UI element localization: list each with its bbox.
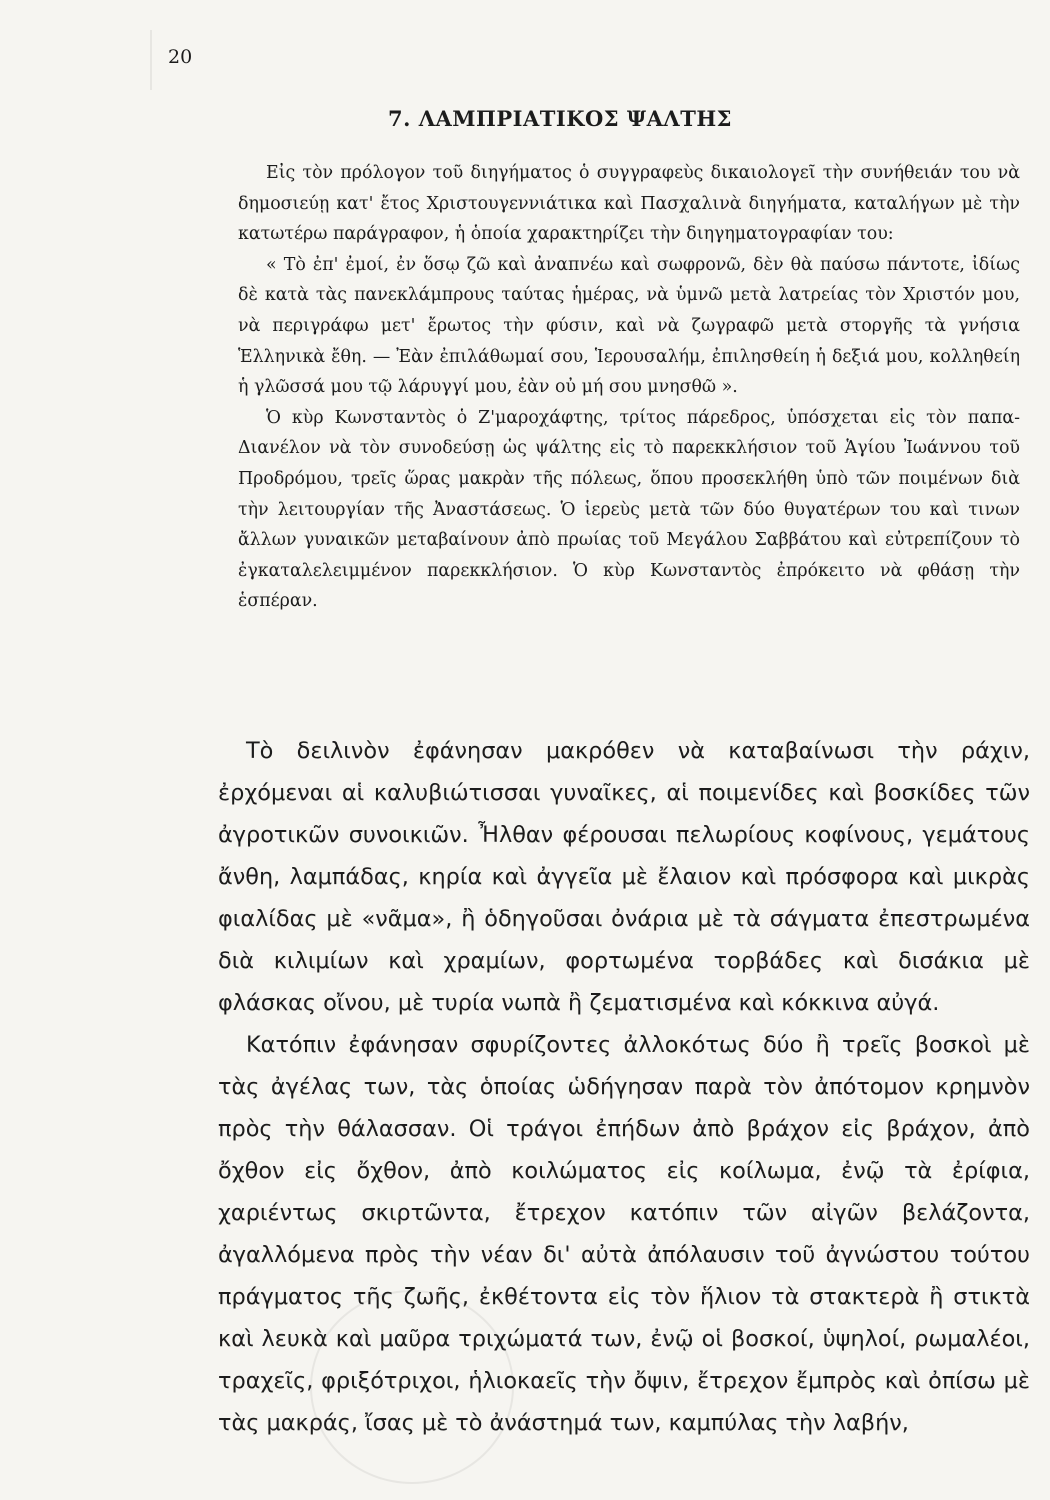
story-paragraph-1: Τὸ δειλινὸν ἐφάνησαν μακρόθεν νὰ καταβαίνωσι τὴν ράχιν, ἐρχόμεναι αἱ καλυβιώτισσαι γυναῖκες, αἱ ποιμενίδες καὶ βοσκίδες τῶν ἀγροτικῶν συνοικιῶν. Ἦλθαν φέρουσαι πελωρίους κοφίνους, γεμάτους ἄνθη, λαμπάδας, κηρία καὶ ἀγγεῖα μὲ ἔλαιον καὶ πρόσφορα καὶ μικρὰς φιαλίδας μὲ «νᾶμα», ἢ ὁδηγοῦσαι ὀνάρια μὲ τὰ σάγματα ἐπεστρωμένα διὰ κιλιμίων καὶ χραμίων, φορτωμένα τορβάδες καὶ δισάκια μὲ φλάσκας οἴνου, μὲ τυρία νωπὰ ἢ ζεματισμένα καὶ κόκκινα αὐγά. xyxy=(218,738,1030,1016)
chapter-title: 7. ΛΑΜΠΡΙΑΤΙΚΟΣ ΨΑΛΤΗΣ xyxy=(387,106,733,131)
library-stamp xyxy=(310,1290,514,1484)
scan-artifact xyxy=(150,30,152,90)
commentary-paragraph-1: Εἰς τὸν πρόλογον τοῦ διηγήματος ὁ συγγραφεὺς δικαιολογεῖ τὴν συνήθειάν του νὰ δημοσιεύῃ κατ' ἔτος Χριστουγεννιάτικα καὶ Πασχαλινὰ διηγήματα, καταλήγων μὲ τὴν κατωτέρω παράγραφον, ἡ ὁποία χαρακτηρίζει τὴν διηγηματογραφίαν του: xyxy=(238,163,1020,245)
intro-commentary xyxy=(238,158,1020,617)
page-number: 20 xyxy=(168,46,193,68)
commentary-paragraph-3: Ὁ κὺρ Κωνσταντὸς ὁ Ζ'μαροχάφτης, τρίτος πάρεδρος, ὑπόσχεται εἰς τὸν παπα-Διανέλον νὰ τὸν συνοδεύσῃ ὡς ψάλτης εἰς τὸ παρεκκλήσιον τοῦ Ἁγίου Ἰωάννου τοῦ Προδρόμου, τρεῖς ὥρας μακρὰν τῆς πόλεως, ὅπου προσεκλήθη ὑπὸ τῶν ποιμένων διὰ τὴν λειτουργίαν τῆς Ἀναστάσεως. Ὁ ἱερεὺς μετὰ τῶν δύο θυγατέρων του καὶ τινων ἄλλων γυναικῶν μεταβαίνουν ἀπὸ πρωίας τοῦ Μεγάλου Σαββάτου καὶ εὐτρεπίζουν τὸ ἐγκαταλελειμμένον παρεκκλήσιον. Ὁ κὺρ Κωνσταντὸς ἐπρόκειτο νὰ φθάσῃ τὴν ἑσπέραν. xyxy=(238,407,1020,612)
story-paragraph-2: Κατόπιν ἐφάνησαν σφυρίζοντες ἀλλοκότως δύο ἢ τρεῖς βοσκοὶ μὲ τὰς ἀγέλας των, τὰς ὁποίας ὡδήγησαν παρὰ τὸν ἀπότομον κρημνὸν πρὸς τὴν θάλασσαν. Οἱ τράγοι ἐπήδων ἀπὸ βράχον εἰς βράχον, ἀπὸ ὄχθον εἰς ὄχθον, ἀπὸ κοιλώματος εἰς κοίλωμα, ἐνῷ τὰ ἐρίφια, χαριέντως σκιρτῶντα, ἔτρεχον κατόπιν τῶν αἰγῶν βελάζοντα, ἀγαλλόμενα πρὸς τὴν νέαν δι' αὐτὰ ἀπόλαυσιν τοῦ ἀγνώστου τούτου πράγματος τῆς ζωῆς, ἐκθέτοντα εἰς τὸν ἥλιον τὰ στακτερὰ ἢ στικτὰ καὶ λευκὰ καὶ μαῦρα τριχώματά των, ἐνῷ οἱ βοσκοί, ὑψηλοί, ρωμαλέοι, τραχεῖς, φριξότριχοι, ἡλιοκαεῖς τὴν ὄψιν, ἔτρεχον ἔμπρὸς καὶ ὀπίσω μὲ τὰς μακράς, ἴσας μὲ τὸ ἀνάστημά των, καμπύλας τὴν λαβήν, xyxy=(218,1032,1030,1436)
commentary-paragraph-2: « Τὸ ἐπ' ἐμοί, ἐν ὅσῳ ζῶ καὶ ἀναπνέω καὶ σωφρονῶ, δὲν θὰ παύσω πάντοτε, ἰδίως δὲ κατὰ τὰς πανεκλάμπρους ταύτας ἡμέρας, νὰ ὑμνῶ μετὰ λατρείας τὸν Χριστόν μου, νὰ περιγράφω μετ' ἔρωτος τὴν φύσιν, καὶ νὰ ζωγραφῶ μετὰ στοργῆς τὰ γνήσια Ἑλληνικὰ ἔθη. — Ἐὰν ἐπιλάθωμαί σου, Ἱερουσαλήμ, ἐπιλησθείη ἡ δεξιά μου, κολληθείη ἡ γλῶσσά μου τῷ λάρυγγί μου, ἐὰν οὐ μή σου μνησθῶ ». xyxy=(238,254,1020,398)
